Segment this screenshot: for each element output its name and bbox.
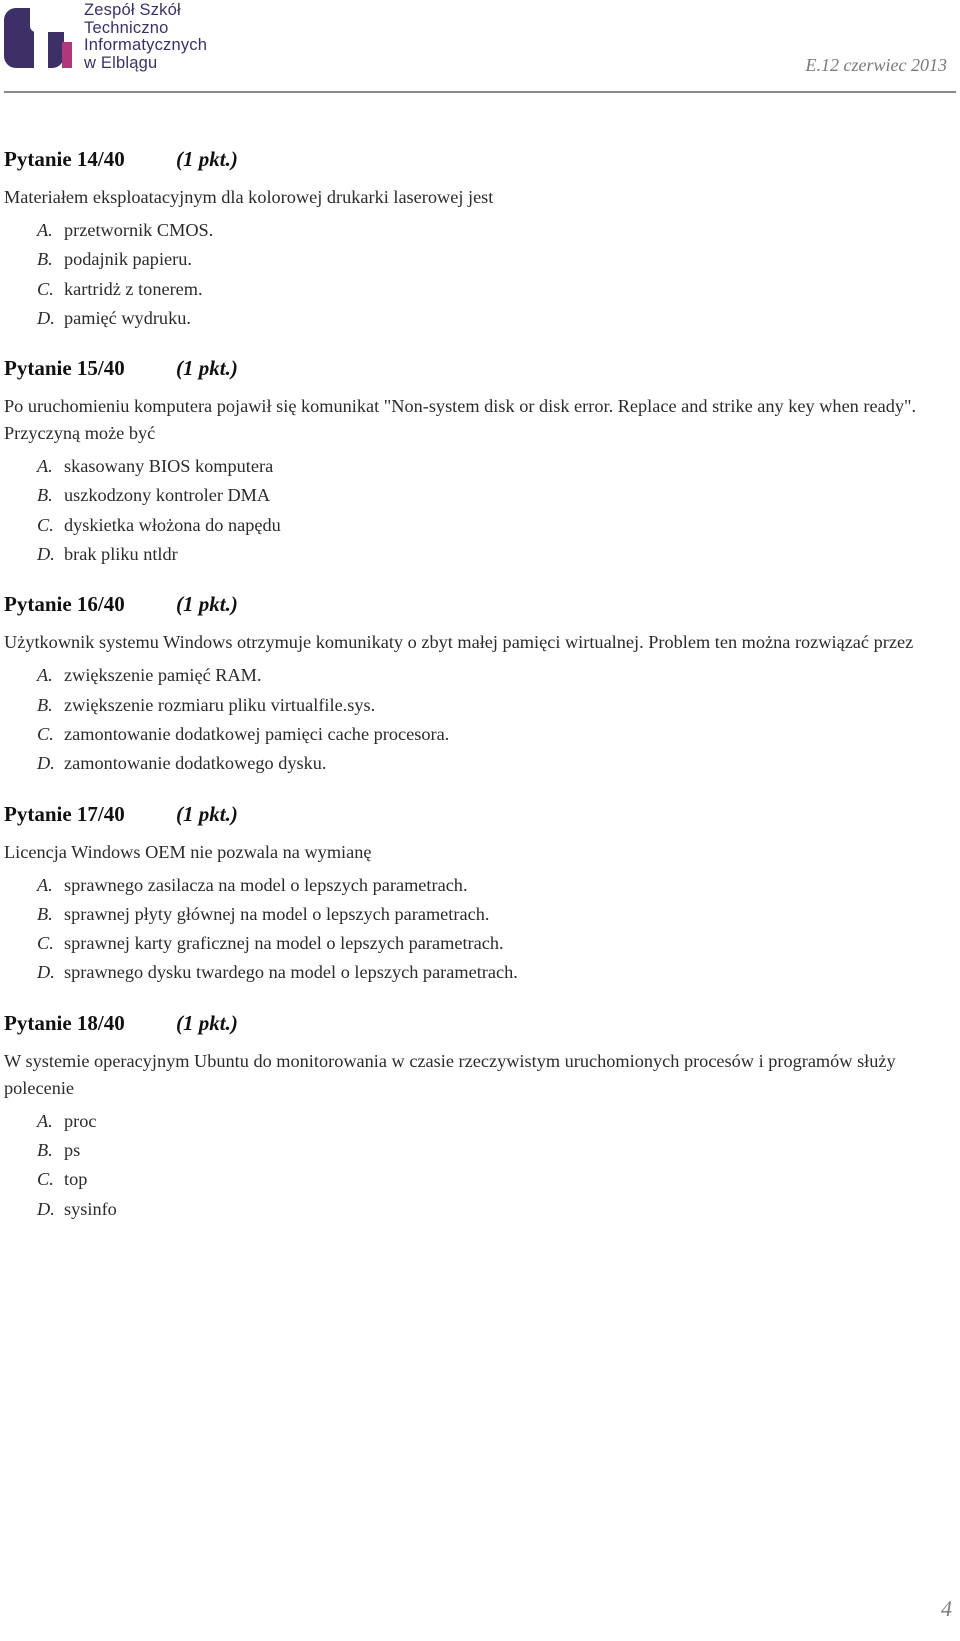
question-17 xyxy=(4,801,949,988)
answer-text: zamontowanie dodatkowej pamięci cache procesora. xyxy=(64,723,450,744)
answer-option-b[interactable] xyxy=(37,691,949,720)
question-header xyxy=(4,355,949,381)
answer-letter: D. xyxy=(37,307,55,328)
answer-text: sprawnego zasilacza na model o lepszych parametrach. xyxy=(64,874,468,895)
questions-list xyxy=(4,146,949,1246)
answer-list xyxy=(4,871,949,988)
answer-text: sprawnej karty graficznej na model o lepszych parametrach. xyxy=(64,933,504,954)
answer-option-d[interactable] xyxy=(37,958,949,987)
answer-text: przetwornik CMOS. xyxy=(64,220,214,240)
answer-option-c[interactable] xyxy=(37,720,949,749)
question-16 xyxy=(4,591,949,778)
answer-text: sprawnej płyty głównej na model o lepszych parametrach. xyxy=(64,903,490,924)
answer-option-c[interactable] xyxy=(37,275,949,304)
answer-text: zamontowanie dodatkowego dysku. xyxy=(64,753,327,774)
answer-option-b[interactable] xyxy=(37,900,949,929)
answer-option-a[interactable] xyxy=(37,661,949,690)
answer-text: brak pliku ntldr xyxy=(64,544,178,565)
answer-text: dyskietka włożona do napędu xyxy=(64,514,281,535)
answer-option-d[interactable] xyxy=(37,749,949,778)
answer-text: zwiększenie pamięć RAM. xyxy=(64,665,262,686)
answer-option-b[interactable] xyxy=(37,481,949,510)
answer-letter: A. xyxy=(37,665,53,686)
answer-option-c[interactable] xyxy=(37,929,949,958)
question-text: Licencja Windows OEM nie pozwala na wymianę xyxy=(4,841,372,862)
answer-letter: B. xyxy=(37,249,53,270)
answer-letter: C. xyxy=(37,514,54,535)
answer-letter: D. xyxy=(37,1198,55,1219)
answer-list xyxy=(4,1107,949,1224)
answer-option-b[interactable] xyxy=(37,1136,949,1165)
answer-option-d[interactable] xyxy=(37,1195,949,1224)
answer-letter: B. xyxy=(37,694,53,715)
question-number: Pytanie 17/40 xyxy=(4,801,125,826)
school-name-line: Zespół Szkół xyxy=(84,1,181,19)
question-15 xyxy=(4,355,949,569)
page-header xyxy=(0,0,960,96)
answer-list xyxy=(4,216,949,333)
answer-list xyxy=(4,661,949,778)
answer-option-a[interactable] xyxy=(37,1107,949,1136)
answer-text: zwiększenie rozmiaru pliku virtualfile.sys. xyxy=(64,694,376,715)
answer-text: sysinfo xyxy=(64,1198,117,1219)
question-number: Pytanie 16/40 xyxy=(4,592,125,617)
question-points: (1 pkt.) xyxy=(176,147,238,171)
question-number: Pytanie 14/40 xyxy=(4,147,125,171)
answer-letter: A. xyxy=(37,456,53,477)
answer-text: kartridż z tonerem. xyxy=(64,278,203,299)
answer-option-b[interactable] xyxy=(37,245,949,274)
answer-text: uszkodzony kontroler DMA xyxy=(64,485,271,506)
question-number: Pytanie 15/40 xyxy=(4,356,125,381)
answer-option-a[interactable] xyxy=(37,216,949,245)
answer-text: proc xyxy=(64,1110,97,1131)
answer-letter: C. xyxy=(37,1169,54,1190)
question-header xyxy=(4,146,949,172)
question-points: (1 pkt.) xyxy=(176,801,238,826)
answer-option-c[interactable] xyxy=(37,1165,949,1194)
question-header xyxy=(4,801,949,827)
question-text: Po uruchomieniu komputera pojawił się komunikat "Non-system disk or disk error. Replace and strike any key when ready". Przyczyną może być xyxy=(4,396,917,444)
school-name-line: w Elblągu xyxy=(84,53,158,72)
answer-text: skasowany BIOS komputera xyxy=(64,456,274,477)
answer-option-d[interactable] xyxy=(37,304,949,333)
answer-letter: C. xyxy=(37,278,54,299)
answer-option-a[interactable] xyxy=(37,452,949,481)
answer-letter: D. xyxy=(37,753,55,774)
question-text: Użytkownik systemu Windows otrzymuje komunikaty o zbyt małej pamięci wirtualnej. Problem ten można rozwiązać przez xyxy=(4,632,914,653)
answer-letter: B. xyxy=(37,485,53,506)
school-logo xyxy=(4,2,264,72)
school-name-line: Techniczno xyxy=(84,18,169,37)
question-points: (1 pkt.) xyxy=(176,1010,238,1035)
question-points: (1 pkt.) xyxy=(176,592,238,617)
answer-option-c[interactable] xyxy=(37,511,949,540)
exam-date: E.12 czerwiec 2013 xyxy=(805,55,947,75)
answer-text: pamięć wydruku. xyxy=(64,307,191,328)
question-text: Materiałem eksploatacyjnym dla kolorowej drukarki laserowej jest xyxy=(4,187,494,207)
answer-letter: B. xyxy=(37,1140,53,1161)
school-name-line: Informatycznych xyxy=(84,36,208,54)
question-18 xyxy=(4,1010,949,1224)
answer-letter: A. xyxy=(37,1110,53,1131)
answer-text: ps xyxy=(64,1140,81,1161)
answer-letter: A. xyxy=(37,220,53,240)
question-header xyxy=(4,591,949,617)
answer-letter: A. xyxy=(37,874,53,895)
answer-letter: D. xyxy=(37,962,55,983)
answer-letter: C. xyxy=(37,933,54,954)
answer-text: podajnik papieru. xyxy=(64,249,192,270)
school-name xyxy=(84,2,207,72)
answer-letter: D. xyxy=(37,544,55,565)
answer-option-d[interactable] xyxy=(37,540,949,569)
question-header xyxy=(4,1010,949,1036)
answer-list xyxy=(4,452,949,569)
question-number: Pytanie 18/40 xyxy=(4,1010,125,1035)
answer-letter: C. xyxy=(37,723,54,744)
question-14 xyxy=(4,146,949,333)
question-points: (1 pkt.) xyxy=(176,356,238,381)
school-logo-icon xyxy=(4,2,78,72)
answer-text: sprawnego dysku twardego na model o lepszych parametrach. xyxy=(64,962,518,983)
answer-letter: B. xyxy=(37,903,53,924)
answer-text: top xyxy=(64,1169,88,1190)
question-text: W systemie operacyjnym Ubuntu do monitorowania w czasie rzeczywistym uruchomionych procesów i programów służy polecenie xyxy=(4,1050,896,1098)
answer-option-a[interactable] xyxy=(37,871,949,900)
page-number: 4 xyxy=(941,1596,952,1621)
header-divider xyxy=(4,91,956,93)
